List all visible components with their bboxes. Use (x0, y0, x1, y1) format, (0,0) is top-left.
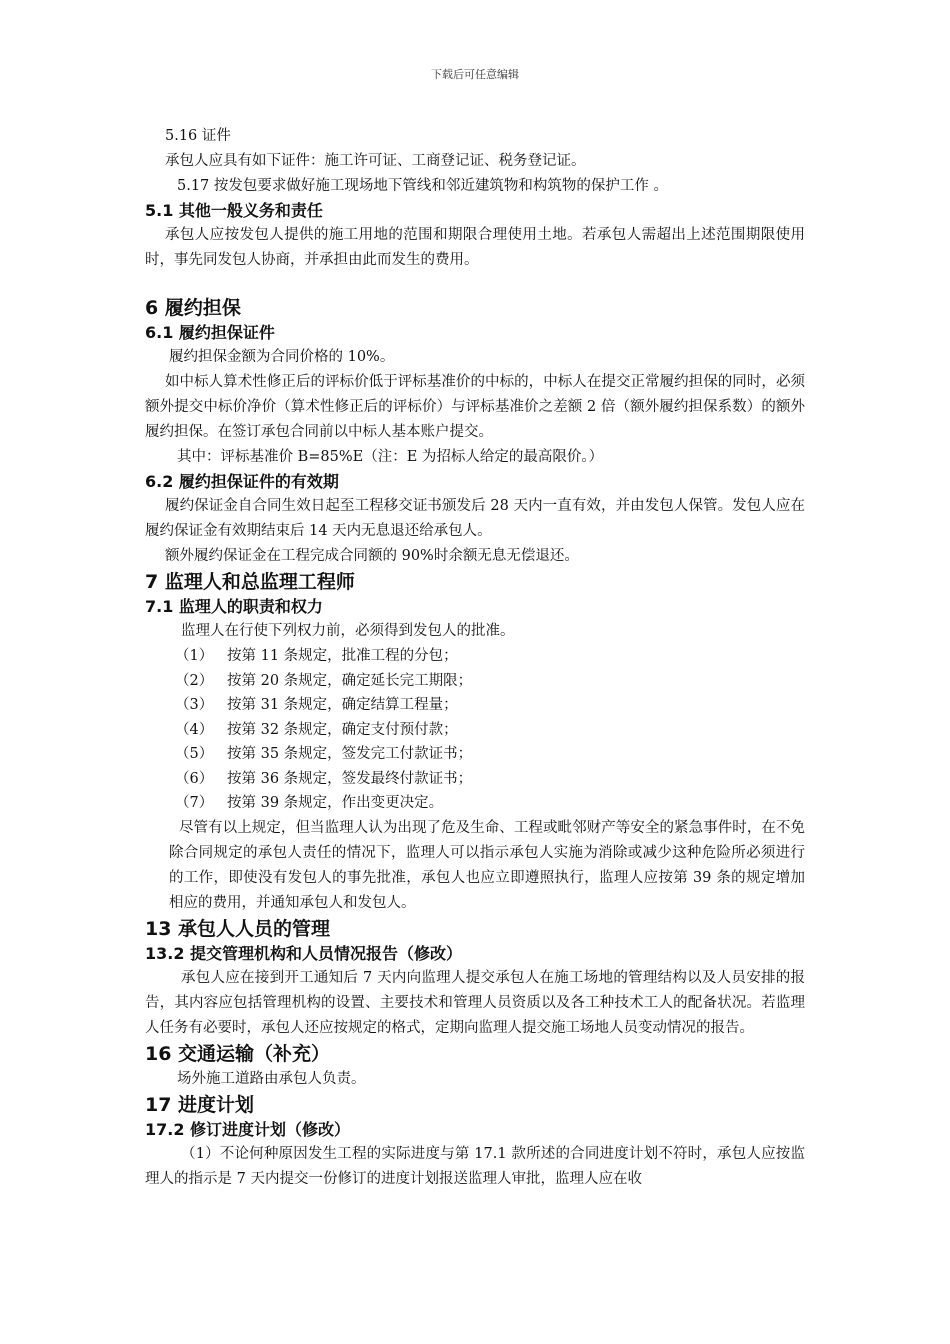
section-5-1-heading: 5.1 其他一般义务和责任 (145, 201, 323, 220)
list-item (145, 791, 805, 816)
section-5-17-text: 5.17 按发包要求做好施工现场地下管线和邻近建筑物和构筑物的保护工作 。 (177, 178, 669, 194)
list-item-text: 按第 11 条规定，批准工程的分包； (227, 648, 458, 664)
section-13-2-heading: 13.2 提交管理机构和人员情况报告（修改） (145, 943, 463, 963)
list-item-text: 按第 31 条规定，确定结算工程量； (227, 697, 458, 713)
section-7-heading: 7 监理人和总监理工程师 (145, 571, 355, 593)
list-item-text: 按第 36 条规定，签发最终付款证书； (227, 770, 473, 787)
list-item-number: （7） (175, 795, 214, 811)
list-item-text: 按第 20 条规定，确定延长完工期限； (227, 672, 473, 689)
list-item (145, 669, 805, 694)
list-item-text: 按第 35 条规定，签发完工付款证书； (227, 746, 473, 762)
list-item (145, 693, 805, 718)
section-6-1-paragraph-1: 履约担保金额为合同价格的 10%。 (169, 349, 395, 365)
list-item-text: 按第 39 条规定，作出变更决定。 (227, 795, 444, 811)
section-5-1-paragraph: 承包人应按发包人提供的施工用地的范围和期限合理使用土地。若承包人需超出上述范围期限使用时，事先同发包人协商，并承担由此而发生的费用。 (145, 227, 805, 268)
list-item-number: （3） (175, 697, 214, 713)
section-16-heading: 16 交通运输（补充） (145, 1042, 331, 1065)
list-item (145, 767, 805, 792)
list-item-text: 按第 32 条规定，确定支付预付款； (227, 721, 458, 738)
list-item-number: （2） (175, 672, 214, 689)
section-17-2-paragraph: （1）不论何种原因发生工程的实际进度与第 17.1 款所述的合同进度计划不符时，承包人应按监理人的指示是 7 天内提交一份修订的进度计划报送监理人审批，监理人应在收 (145, 1145, 805, 1187)
list-item-number: （6） (175, 770, 214, 787)
section-7-1-heading: 7.1 监理人的职责和权力 (145, 597, 323, 616)
list-item (145, 644, 805, 669)
section-5-16-title: 5.16 证件 (165, 128, 231, 144)
list-item (145, 742, 805, 767)
section-17-heading: 17 进度计划 (145, 1093, 255, 1116)
section-6-2-paragraph-2: 额外履约保证金在工程完成合同额的 90%时余额无息无偿退还。 (165, 548, 579, 564)
section-13-heading: 13 承包人人员的管理 (145, 917, 331, 940)
section-6-2-heading: 6.2 履约担保证件的有效期 (145, 472, 339, 491)
section-13-2-paragraph: 承包人应在接到开工通知后 7 天内向监理人提交承包人在施工场地的管理结构以及人员安排的报告，其内容应包括管理机构的设置、主要技术和管理人员资质以及各工种技术工人的配备状况。若监理人任务有必要时，承包人还应按规定的格式，定期向监理人提交施工场地人员变动情况的报告。 (145, 969, 805, 1036)
section-7-1-intro: 监理人在行使下列权力前，必须得到发包人的批准。 (181, 623, 515, 639)
page-header: 下载后可任意编辑 (431, 68, 519, 81)
section-6-heading: 6 履约担保 (145, 297, 241, 319)
list-item-number: （1） (175, 648, 214, 664)
section-17-2-heading: 17.2 修订进度计划（修改） (145, 1119, 351, 1139)
section-6-2-paragraph-1: 履约保证金自合同生效日起至工程移交证书颁发后 28 天内一直有效，并由发包人保管。发包人应在履约保证金有效期结束后 14 天内无息退还给承包人。 (145, 498, 805, 539)
section-6-1-paragraph-3: 其中：评标基准价 B=85%E（注：E 为招标人给定的最高限价。） (177, 449, 604, 465)
section-6-1-paragraph-2: 如中标人算术性修正后的评标价低于评标基准价的中标的，中标人在提交正常履约担保的同时，必须额外提交中标价净价（算术性修正后的评标价）与评标基准价之差额 2 倍（额外履约担保系数）的额外履约担保。在签订承包合同前以中标人基本账户提交。 (145, 374, 805, 440)
section-6-1-heading: 6.1 履约担保证件 (145, 323, 275, 342)
section-5-16-text: 承包人应具有如下证件：施工许可证、工商登记证、税务登记证。 (165, 153, 586, 169)
list-item-number: （5） (175, 746, 214, 762)
list-item-number: （4） (175, 721, 214, 738)
document-body (145, 124, 805, 1192)
section-16-paragraph: 场外施工道路由承包人负责。 (177, 1070, 366, 1087)
section-7-1-closing: 尽管有以上规定，但当监理人认为出现了危及生命、工程或毗邻财产等安全的紧急事件时，在不免除合同规定的承包人责任的情况下，监理人可以指示承包人实施为消除或减少这种危险所必须进行的工作，即使没有发包人的事先批准，承包人也应立即遵照执行，监理人应按第 39 条的规定增加相应的费用，并通知承包人和发包人。 (169, 819, 805, 911)
list-item (145, 718, 805, 743)
